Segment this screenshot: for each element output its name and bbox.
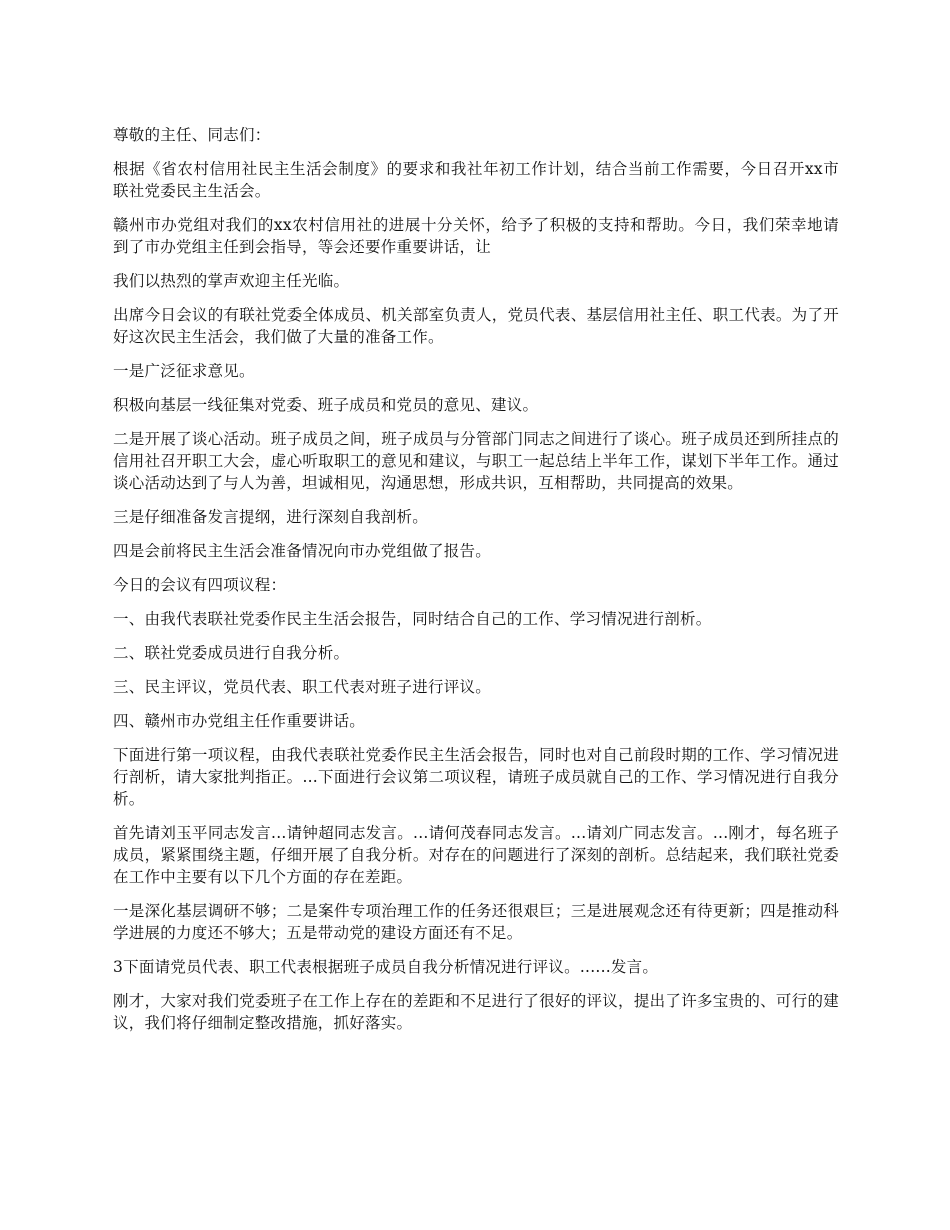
paragraph-meeting-basis: 根据《省农村信用社民主生活会制度》的要求和我社年初工作计划，结合当前工作需要，今日召开xx市联社党委民主生活会。 — [113, 160, 839, 200]
paragraph-prep-3: 三是仔细准备发言提纲，进行深刻自我剖析。 — [113, 508, 429, 526]
paragraph-guest-intro: 赣州市办党组对我们的xx农村信用社的进展十分关怀，给予了积极的支持和帮助。今日，我们荣幸地请到了市办党组主任到会指导，等会还要作重要讲话，让 — [113, 216, 839, 256]
paragraph-prep-4: 四是会前将民主生活会准备情况向市办党组做了报告。 — [113, 542, 492, 560]
paragraph-agenda-progress: 下面进行第一项议程，由我代表联社党委作民主生活会报告，同时也对自己前段时期的工作、学习情况进行剖析，请大家批判指正。...下面进行会议第二项议程，请班子成员就自己的工作、学习情况进行自我分析。 — [113, 746, 839, 808]
paragraph-shortcomings: 一是深化基层调研不够；二是案件专项治理工作的任务还很艰巨；三是进展观念还有待更新；四是推动科学进展的力度还不够大；五是带动党的建设方面还有不足。 — [113, 902, 839, 942]
paragraph-prep-1-detail: 积极向基层一线征集对党委、班子成员和党员的意见、建议。 — [113, 396, 539, 414]
paragraph-prep-1: 一是广泛征求意见。 — [113, 362, 255, 380]
document-page — [113, 124, 839, 1046]
salutation: 尊敬的主任、同志们： — [113, 126, 271, 144]
agenda-item-2: 二、联社党委成员进行自我分析。 — [113, 644, 350, 662]
paragraph-attendees: 出席今日会议的有联社党委全体成员、机关部室负责人，党员代表、基层信用社主任、职工代表。为了开好这次民主生活会，我们做了大量的准备工作。 — [113, 306, 839, 346]
agenda-item-4: 四、赣州市办党组主任作重要讲话。 — [113, 712, 366, 730]
agenda-item-3: 三、民主评议，党员代表、职工代表对班子进行评议。 — [113, 678, 492, 696]
paragraph-welcome: 我们以热烈的掌声欢迎主任光临。 — [113, 272, 350, 290]
paragraph-speakers: 首先请刘玉平同志发言...请钟超同志发言。...请何茂春同志发言。...请刘广同志发言。...刚才，每名班子成员，紧紧围绕主题，仔细开展了自我分析。对存在的问题进行了深刻的剖析。总结起来，我们联社党委在工作中主要有以下几个方面的存在差距。 — [113, 824, 839, 886]
paragraph-review: 3下面请党员代表、职工代表根据班子成员自我分析情况进行评议。......发言。 — [113, 958, 659, 976]
paragraph-conclusion: 刚才，大家对我们党委班子在工作上存在的差距和不足进行了很好的评议，提出了许多宝贵的、可行的建议，我们将仔细制定整改措施，抓好落实。 — [113, 992, 839, 1032]
paragraph-prep-2: 二是开展了谈心活动。班子成员之间，班子成员与分管部门同志之间进行了谈心。班子成员还到所挂点的信用社召开职工大会，虚心听取职工的意见和建议，与职工一起总结上半年工作，谋划下半年工作。通过谈心活动达到了与人为善，坦诚相见，沟通思想，形成共识，互相帮助，共同提高的效果。 — [113, 430, 839, 492]
paragraph-agenda-intro: 今日的会议有四项议程： — [113, 576, 287, 594]
agenda-item-1: 一、由我代表联社党委作民主生活会报告，同时结合自己的工作、学习情况进行剖析。 — [113, 610, 712, 628]
